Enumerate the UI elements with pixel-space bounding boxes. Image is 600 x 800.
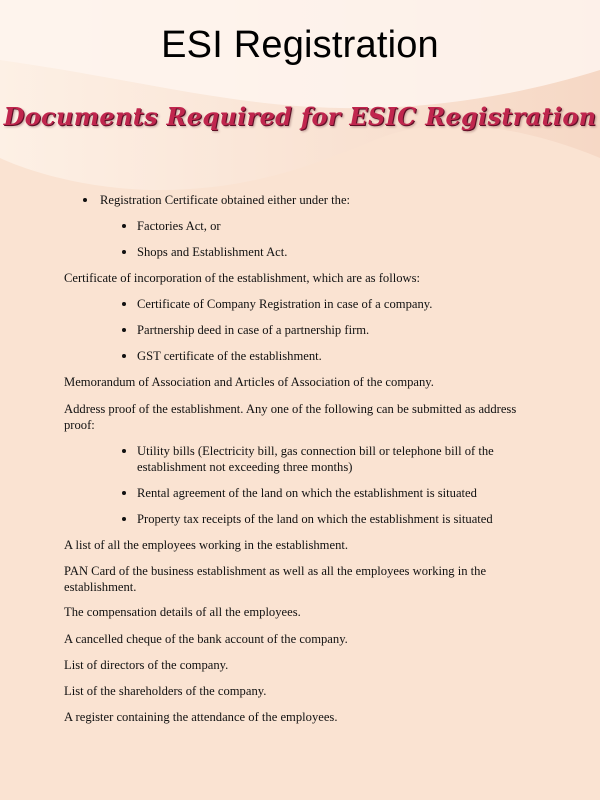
bullet-dot <box>122 517 126 521</box>
compensation-paragraph: The compensation details of all the employees. <box>64 605 301 619</box>
employees-list-paragraph: A list of all the employees working in the establishment. <box>64 538 349 552</box>
incorporation-item: Partnership deed in case of a partnership firm. <box>137 323 370 337</box>
shareholders-paragraph: List of the shareholders of the company. <box>64 684 267 698</box>
address-item: Property tax receipts of the land on which the establishment is situated <box>137 512 493 526</box>
address-item: Rental agreement of the land on which the establishment is situated <box>137 486 477 500</box>
address-lead-line1: Address proof of the establishment. Any one of the following can be submitted as address <box>64 402 517 416</box>
pan-line1: PAN Card of the business establishment as well as all the employees working in the <box>64 564 487 578</box>
attendance-paragraph: A register containing the attendance of the employees. <box>64 710 338 724</box>
bullet-dot <box>122 302 126 306</box>
address-item-line1: Utility bills (Electricity bill, gas connection bill or telephone bill of the <box>137 444 494 458</box>
bullet-dot <box>83 198 87 202</box>
bullet-dot <box>122 491 126 495</box>
registration-item: Factories Act, or <box>137 219 221 233</box>
pan-line2: establishment. <box>64 580 137 594</box>
bullet-dot <box>122 328 126 332</box>
registration-lead: Registration Certificate obtained either under the: <box>100 193 351 207</box>
page-subtitle: Documents Required for ESIC Registration <box>3 102 597 131</box>
memorandum-paragraph: Memorandum of Association and Articles of Association of the company. <box>64 375 434 389</box>
address-lead-line2: proof: <box>64 418 95 432</box>
bullet-dot <box>122 354 126 358</box>
bullet-dot <box>122 449 126 453</box>
incorporation-item: Certificate of Company Registration in case of a company. <box>137 297 433 311</box>
bullet-dot <box>122 224 126 228</box>
bullet-dot <box>122 250 126 254</box>
incorporation-lead: Certificate of incorporation of the establishment, which are as follows: <box>64 271 421 285</box>
registration-item: Shops and Establishment Act. <box>137 245 288 259</box>
incorporation-item: GST certificate of the establishment. <box>137 349 322 363</box>
directors-paragraph: List of directors of the company. <box>64 658 229 672</box>
address-item-line2: establishment not exceeding three months) <box>137 460 353 474</box>
page-title: ESI Registration <box>161 24 439 66</box>
cheque-paragraph: A cancelled cheque of the bank account of the company. <box>64 632 348 646</box>
